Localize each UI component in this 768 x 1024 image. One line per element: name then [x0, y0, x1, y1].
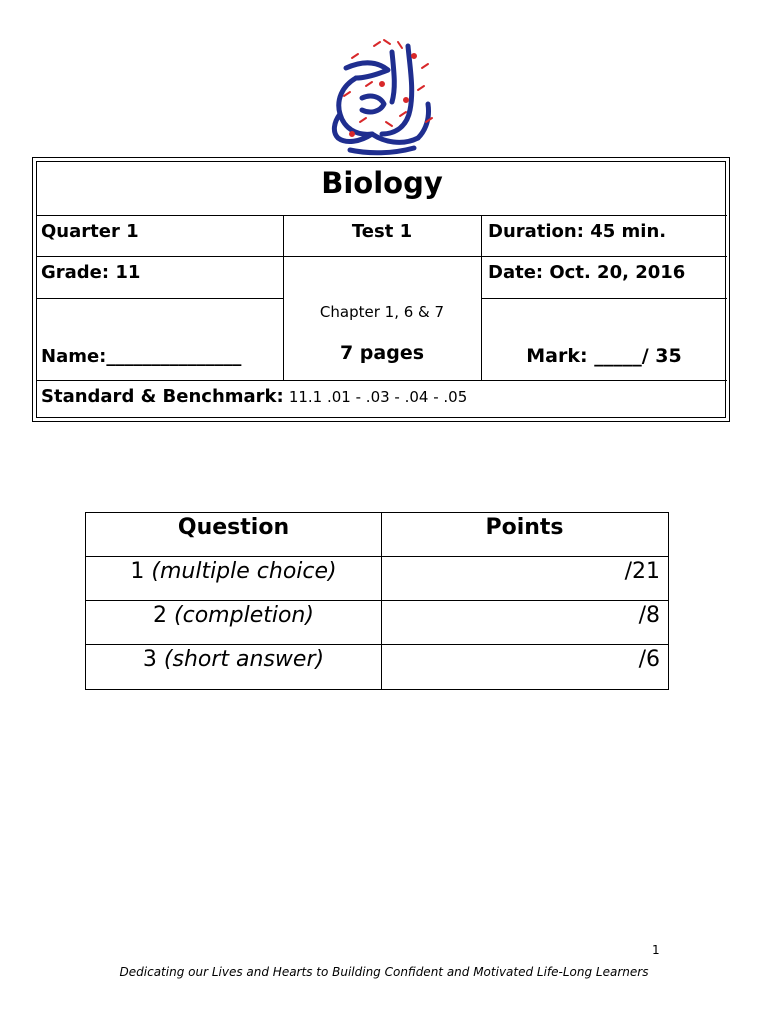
- divider: [37, 256, 727, 257]
- standard-value: 11.1 .01 - .03 - .04 - .05: [288, 388, 468, 406]
- name-field-label: Name:_______________: [41, 346, 242, 367]
- question-header: Question: [177, 515, 290, 540]
- standard-label: Standard & Benchmark:: [41, 386, 284, 407]
- question-type: (short answer): [163, 647, 325, 672]
- points-cell: /6: [638, 647, 660, 672]
- duration-label: Duration: 45 min.: [488, 221, 667, 242]
- page-number: 1: [652, 943, 660, 957]
- test-label: Test 1: [351, 221, 413, 242]
- divider: [37, 298, 283, 299]
- divider: [37, 215, 727, 216]
- points-cell: /21: [624, 559, 660, 584]
- question-number: 1: [130, 559, 145, 584]
- question-number: 2: [153, 603, 168, 628]
- divider: [37, 380, 727, 381]
- divider: [86, 556, 668, 557]
- divider: [86, 600, 668, 601]
- mark-field-label: Mark: _____/ 35: [526, 345, 682, 367]
- question-type: (multiple choice): [151, 559, 337, 584]
- question-cell: [86, 647, 381, 672]
- question-cell: [86, 603, 381, 628]
- test-info-table: [36, 161, 726, 418]
- subject-title: Biology: [321, 166, 443, 200]
- pages-label: 7 pages: [339, 342, 425, 364]
- standard-benchmark: [41, 386, 467, 407]
- question-type: (completion): [174, 603, 314, 628]
- chapters-label: Chapter 1, 6 & 7: [319, 303, 445, 321]
- points-header: Points: [485, 515, 564, 540]
- divider: [481, 298, 727, 299]
- grade-label: Grade: 11: [41, 262, 141, 283]
- quarter-label: Quarter 1: [41, 221, 139, 242]
- points-cell: /8: [638, 603, 660, 628]
- divider: [86, 644, 668, 645]
- question-cell: [86, 559, 381, 584]
- points-table: [85, 512, 669, 690]
- test-info-box: [32, 157, 730, 422]
- calligraphy-logo-icon: [322, 38, 446, 156]
- date-label: Date: Oct. 20, 2016: [488, 262, 686, 283]
- footer-motto: Dedicating our Lives and Hearts to Building Confident and Motivated Life-Long Learners: [119, 965, 649, 979]
- question-number: 3: [142, 647, 157, 672]
